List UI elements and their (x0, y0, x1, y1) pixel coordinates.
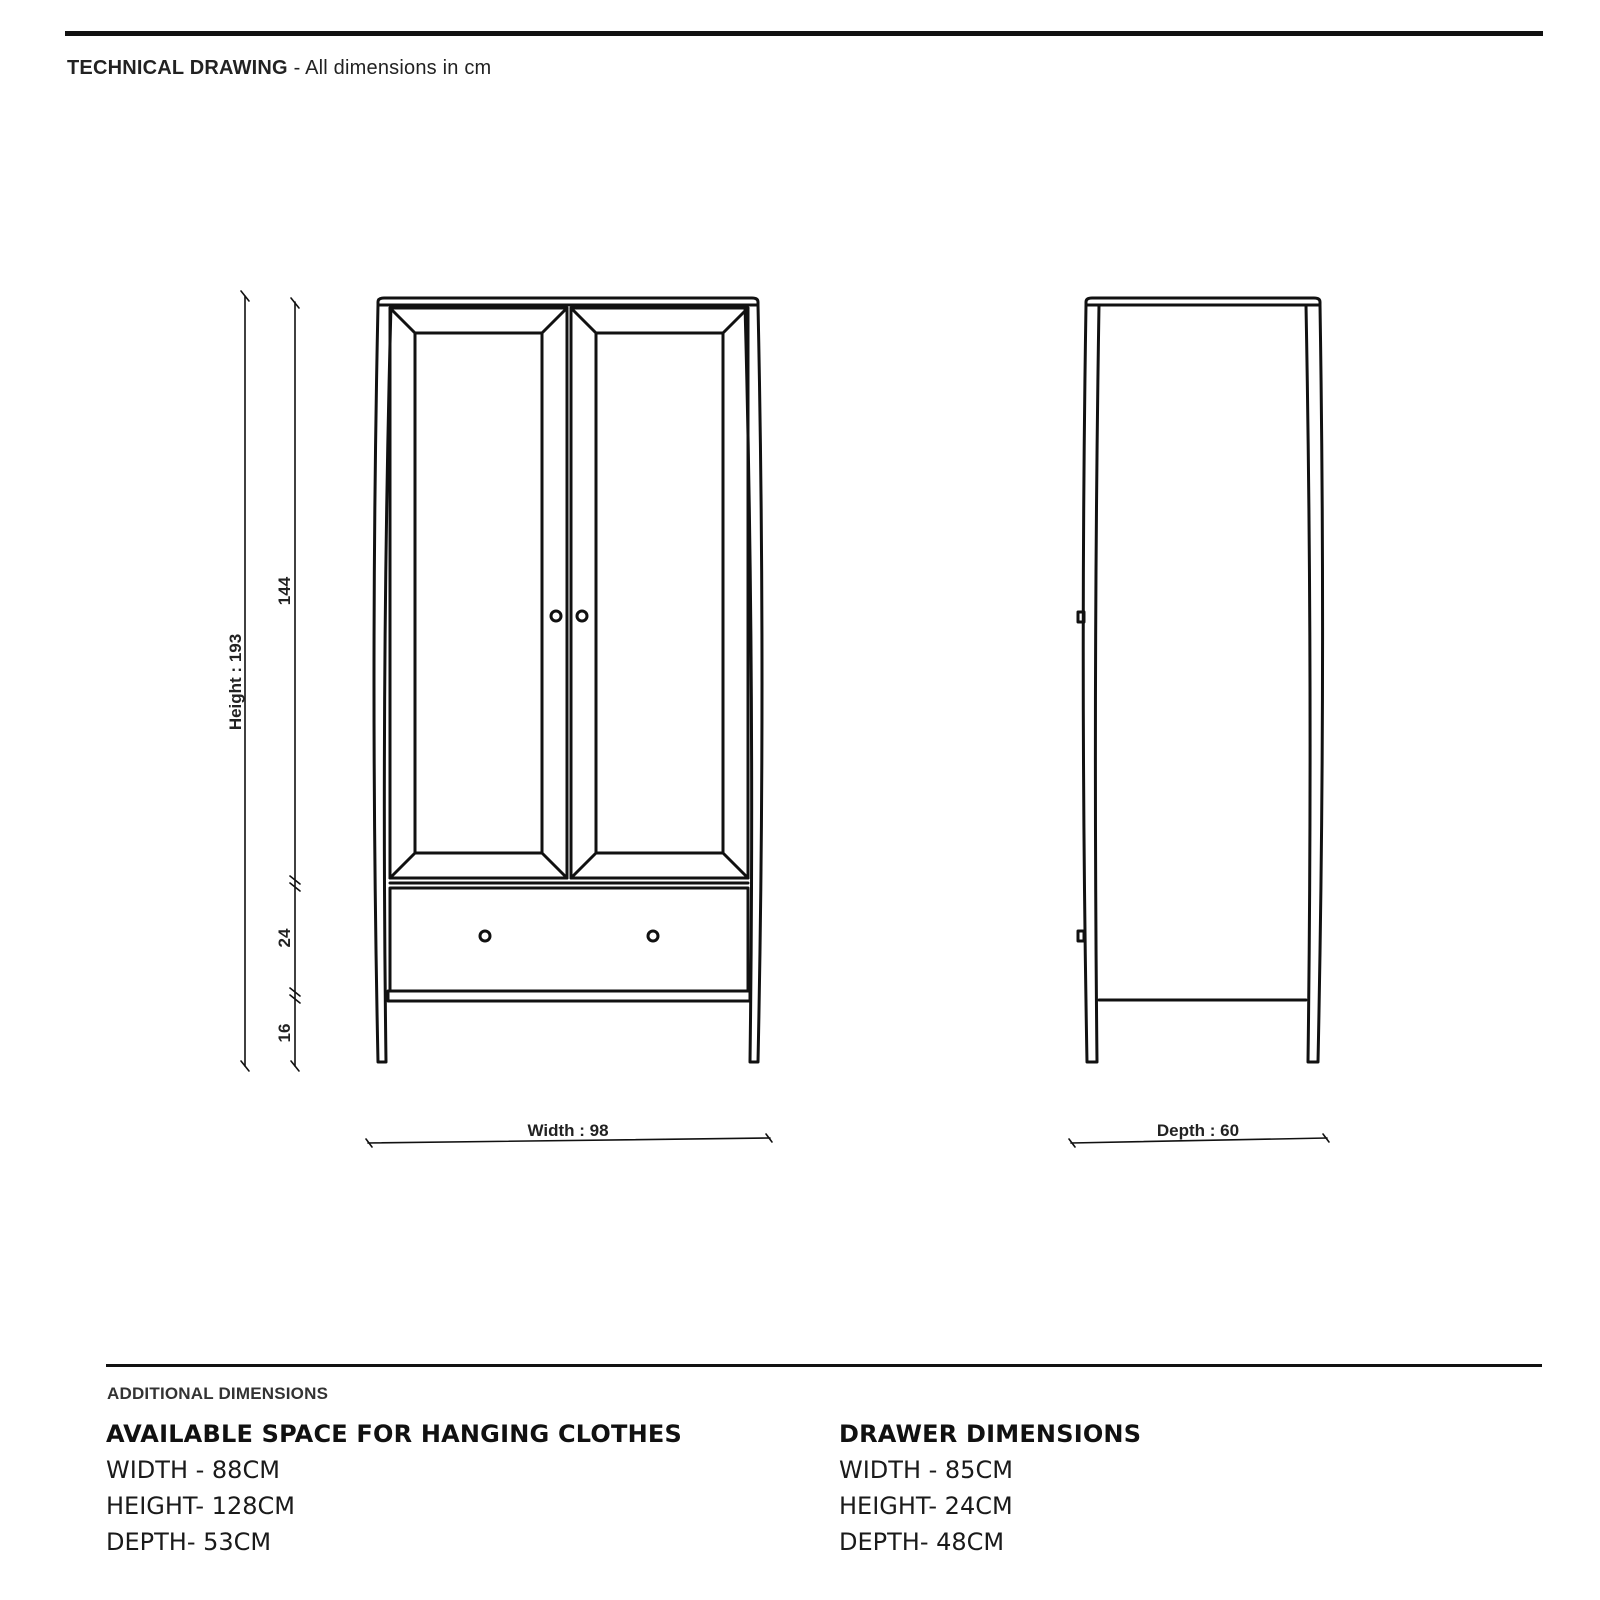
drawer-dimensions-heading: DRAWER DIMENSIONS (839, 1420, 1142, 1448)
bottom-rule (106, 1364, 1542, 1367)
front-view (374, 298, 762, 1062)
side-hinge-top (1078, 612, 1084, 622)
side-back-post (1306, 305, 1323, 1062)
drawer-knob-left (480, 931, 490, 941)
width-dimension-label: Width : 98 (527, 1121, 609, 1140)
dimension-lines (241, 291, 1329, 1147)
right-door (571, 308, 748, 878)
additional-dimensions-title: ADDITIONAL DIMENSIONS (107, 1384, 329, 1403)
height-dimension-label: Height : 193 (226, 633, 245, 731)
drawer-width: WIDTH - 85CM (839, 1456, 1013, 1484)
bottom-rail (388, 991, 750, 1001)
drawer-depth: DEPTH- 48CM (839, 1528, 1005, 1556)
hanging-width: WIDTH - 88CM (106, 1456, 280, 1484)
hanging-space-section (106, 1416, 682, 1560)
header-separator: - (287, 57, 306, 79)
drawer-height: HEIGHT- 24CM (839, 1492, 1013, 1520)
header-subtitle: All dimensions in cm (305, 57, 492, 79)
depth-dimension-label: Depth : 60 (1156, 1121, 1240, 1140)
left-door-knob (551, 611, 561, 621)
side-top-board (1086, 298, 1320, 305)
drawer-dimensions-section (839, 1416, 1141, 1560)
front-top-board (378, 298, 758, 305)
left-door (390, 308, 567, 878)
header-title: TECHNICAL DRAWING (67, 57, 288, 79)
side-view (1078, 298, 1323, 1062)
left-door-panel (415, 333, 542, 853)
drawer-knob-right (648, 931, 658, 941)
hanging-space-heading: AVAILABLE SPACE FOR HANGING CLOTHES (106, 1420, 682, 1448)
hanging-height: HEIGHT- 128CM (106, 1492, 295, 1520)
right-door-panel (596, 333, 723, 853)
front-left-post (374, 305, 391, 1062)
drawer-section-dimension-label: 24 (275, 928, 294, 948)
side-hinge-bottom (1078, 931, 1084, 941)
side-front-post (1083, 305, 1099, 1062)
hanging-depth: DEPTH- 53CM (106, 1528, 272, 1556)
right-door-knob (577, 611, 587, 621)
legs-section-dimension-label: 16 (275, 1023, 294, 1043)
upper-section-dimension-label: 144 (275, 576, 294, 606)
drawer-front (390, 888, 748, 991)
